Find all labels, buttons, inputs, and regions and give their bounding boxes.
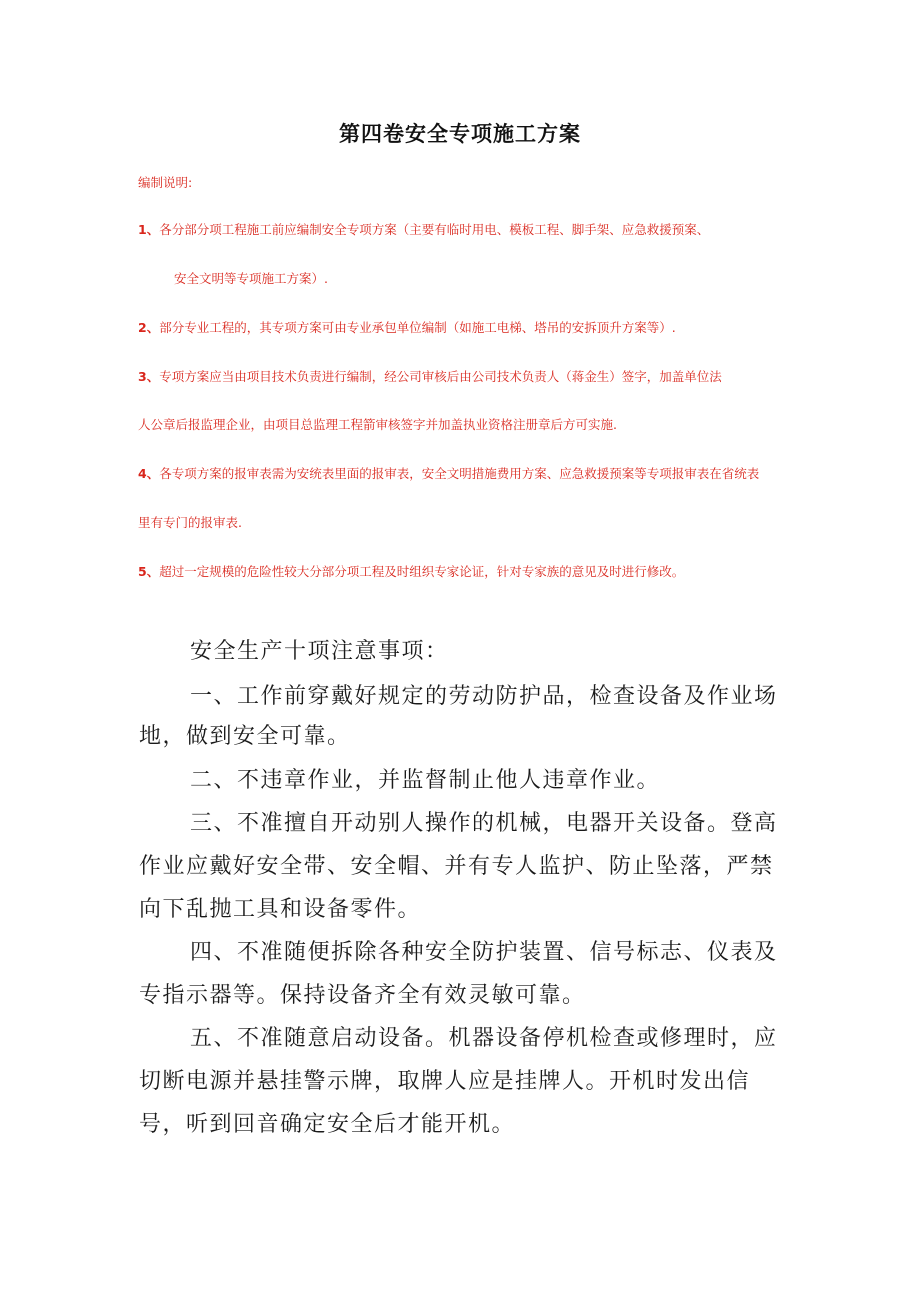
note-item (138, 464, 759, 482)
document-title: 第四卷安全专项施工方案 (339, 121, 581, 146)
note-text-continued: 里有专门的报审表. (138, 515, 242, 530)
body-line: 五、不准随意启动设备。机器设备停机检查或修理时，应 (190, 1026, 778, 1051)
body-heading: 安全生产十项注意事项： (190, 639, 449, 664)
note-number: 2、 (138, 320, 160, 335)
note-text: 超过一定规模的危险性较大分部分项工程及时组织专家论证，针对专家族的意见及时进行修改。 (159, 564, 685, 579)
note-item (138, 220, 709, 238)
body-line: 二、不违章作业，并监督制止他人违章作业。 (190, 768, 661, 793)
note-number: 5、 (138, 564, 160, 579)
note-text: 专项方案应当由项目技术负责进行编制，经公司审核后由公司技术负责人（蒋金生）签字，加盖单位法 (159, 369, 722, 384)
body-line: 地，做到安全可靠。 (139, 724, 351, 749)
body-line: 三、不准擅自开动别人操作的机械，电器开关设备。登高 (190, 811, 778, 836)
note-item (138, 367, 722, 385)
note-number: 1、 (138, 222, 160, 237)
body-line: 向下乱抛工具和设备零件。 (139, 897, 422, 922)
note-heading: 编制说明: (138, 175, 193, 190)
body-line: 四、不准随便拆除各种安全防护装置、信号标志、仪表及 (190, 940, 778, 965)
body-line: 号，听到回音确定安全后才能开机。 (139, 1112, 516, 1137)
note-text: 各分部分项工程施工前应编制安全专项方案（主要有临时用电、模板工程、脚手架、应急救援预案、 (159, 222, 710, 237)
body-line: 切断电源并悬挂警示牌，取牌人应是挂牌人。开机时发出信 (139, 1069, 751, 1094)
note-number: 3、 (138, 369, 160, 384)
body-line: 专指示器等。保持设备齐全有效灵敏可靠。 (139, 983, 586, 1008)
body-line: 一、工作前穿戴好规定的劳动防护品，检查设备及作业场 (190, 684, 778, 709)
note-text: 各专项方案的报审表需为安统表里面的报审表，安全文明措施费用方案、应急救援预案等专项报审表在省统表 (159, 466, 760, 481)
note-text-continued: 人公章后报监理企业，由项目总监理工程箭审核签字并加盖执业资格注册章后方可实施. (138, 417, 617, 432)
note-text-continued: 安全文明等专项施工方案）. (174, 271, 328, 286)
note-item (138, 318, 676, 336)
body-line: 作业应戴好安全带、安全帽、并有专人监护、防止坠落，严禁 (139, 854, 774, 879)
note-item (138, 562, 684, 580)
note-number: 4、 (138, 466, 160, 481)
note-text: 部分专业工程的，其专项方案可由专业承包单位编制（如施工电梯、塔吊的安拆顶升方案等）. (159, 320, 676, 335)
